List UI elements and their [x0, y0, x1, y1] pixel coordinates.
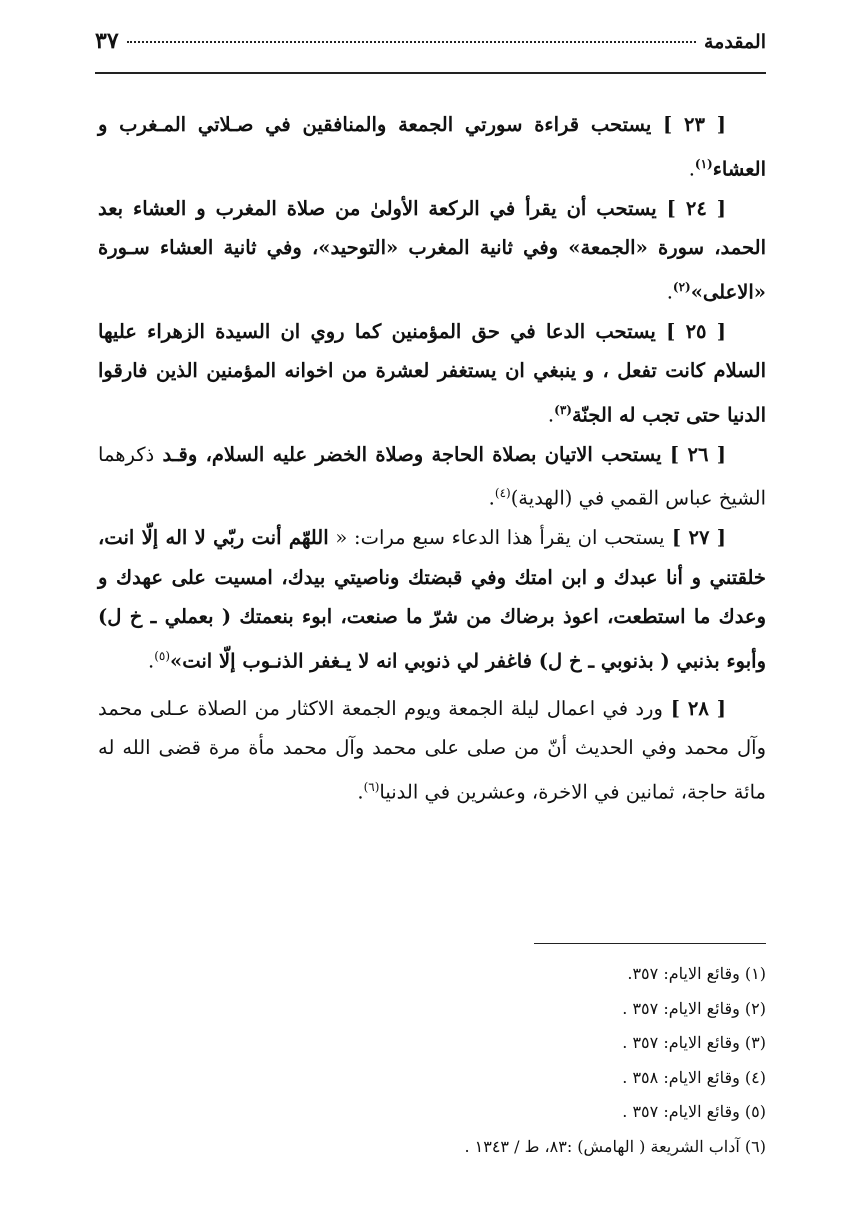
page-number: ٣٧ [95, 28, 119, 54]
footnotes [300, 957, 766, 1164]
paragraph-27: [ ٢٧ ] يستحب ان يقرأ هذا الدعاء سبع مرات: « اللهّم أنت ربّي لا اله إلّا انت، خلقتني و أنا عبدك و ابن امتك وفي قبضتك وناصيتي بيدك، امسيت على عهدك و وعدك ما استطعت، اعوذ برضاك من شرّ ما صنعت، ابوء بنعمتك ( بعملي ـ خ ل) وأبوء بذنبي ( بذنوبي ـ خ ل) فاغفر لي ذنوبي انه لا يـغفر الذنـوب إلّا انت»$^{(٥)}$. [98, 526, 766, 672]
paragraph-text: [ ٢٤ ] يستحب أن يقرأ في الركعة الأولىٰ من صلاة المغرب و العشاء بعد الحمد، سورة «الجمعة» وفي ثانية المغرب «التوحيد»، وفي ثانية العشاء سـورة «الاعلى» [98, 196, 766, 303]
paragraph-28: [ ٢٨ ] ورد في اعمال ليلة الجمعة ويوم الجمعة الاكثار من الصلاة عـلى محمد وآل محمد وفي الحديث أنّ من صلى على محمد وآل محمد مأة مرة قضى الله له مائة حاجة، ثمانين في الاخرة، وعشرين في الدنيا$^{(٦)}$. [98, 696, 766, 803]
main-text [98, 105, 766, 812]
paragraph-24: [ ٢٤ ] يستحب أن يقرأ في الركعة الأولىٰ من صلاة المغرب و العشاء بعد الحمد، سورة «الجمعة» وفي ثانية المغرب «التوحيد»، وفي ثانية العشاء سـورة «الاعلى»$^{(٢)}$. [98, 196, 766, 303]
paragraph-25: [ ٢٥ ] يستحب الدعا في حق المؤمنين كما روي ان السيدة الزهراء عليها السلام كانت تفعل ، و ينبغي ان يستغفر لعشرة من اخوانه المؤمنين الذين فارقوا الدنيا حتى تجب له الجنّة$^{(٣)}$. [98, 319, 766, 426]
paragraph-text: [ ٢٦ ] يستحب الاتيان بصلاة الحاجة وصلاة الخضر عليه السلام، وقـد [154, 442, 726, 466]
paragraph-text-plain: ذكرهما الشيخ عباس القمي في (الهدية) [98, 442, 766, 510]
footnote-ref[interactable]: (٣) [554, 402, 572, 417]
footnote-ref[interactable]: (٦) [363, 779, 380, 794]
footnote-ref[interactable]: (٢) [672, 279, 691, 294]
running-header [95, 28, 766, 74]
footnote-3: (٣) وقائع الايام: ٣٥٧ . [622, 1033, 766, 1052]
prayer-text: اللهّم أنت ربّي لا اله إلّا انت، خلقتني و أنا عبدك و ابن امتك وفي قبضتك وناصيتي بيدك، امسيت على عهدك و وعدك ما استطعت، اعوذ برضاك من شرّ ما صنعت، ابوء بنعمتك ( بعملي ـ خ ل) وأبوء بذنبي ( بذنوبي ـ خ ل) فاغفر لي ذنوبي انه لا يـغفر الذنـوب إلّا انت» [98, 526, 766, 672]
paragraph-number: [ ٢٧ ] [664, 526, 726, 549]
paragraph-text: [ ٢٣ ] يستحب قراءة سورتي الجمعة والمنافقين في صـلاتي المـغرب و العشاء [98, 113, 766, 180]
paragraph-text-plain: ورد في اعمال ليلة الجمعة ويوم الجمعة الاكثار من الصلاة عـلى محمد وآل محمد وفي الحديث أنّ من صلى على محمد وآل محمد مأة مرة قضى الله له مائة حاجة، ثمانين في الاخرة، وعشرين في الدنيا [98, 696, 766, 803]
footnote-2: (٢) وقائع الايام: ٣٥٧ . [622, 998, 766, 1018]
footnote-4: (٤) وقائع الايام: ٣٥٨ . [622, 1067, 766, 1087]
footnote-ref[interactable]: (٤) [494, 486, 511, 500]
paragraph-number: [ ٢٨ ] [662, 696, 726, 720]
paragraph-text-plain: يستحب ان يقرأ هذا الدعاء سبع مرات: « [328, 526, 665, 549]
footnote-separator [534, 943, 766, 944]
footnote-ref[interactable]: (١) [694, 156, 713, 171]
footnote-ref[interactable]: (٥) [154, 648, 171, 663]
paragraph-23: [ ٢٣ ] يستحب قراءة سورتي الجمعة والمنافقين في صـلاتي المـغرب و العشاء$^{(١)}$. [98, 113, 766, 180]
footnote-1: (١) وقائع الايام: ٣٥٧. [627, 964, 766, 983]
footnote-5: (٥) وقائع الايام: ٣٥٧ . [622, 1102, 766, 1121]
chapter-title: المقدمة [703, 31, 766, 53]
paragraph-26: [ ٢٦ ] يستحب الاتيان بصلاة الحاجة وصلاة الخضر عليه السلام، وقـد ذكرهما الشيخ عباس القمي في (الهدية)$^{(٤)}$. [98, 442, 766, 510]
header-dot-leader [127, 41, 696, 43]
paragraph-text: [ ٢٥ ] يستحب الدعا في حق المؤمنين كما روي ان السيدة الزهراء عليها السلام كانت تفعل ، و ينبغي ان يستغفر لعشرة من اخوانه المؤمنين الذين فارقوا الدنيا حتى تجب له الجنّة [98, 319, 766, 426]
footnote-6: (٦) آداب الشريعة ( الهامش) :٨٣، ط / ١٣٤٣ . [464, 1136, 766, 1156]
